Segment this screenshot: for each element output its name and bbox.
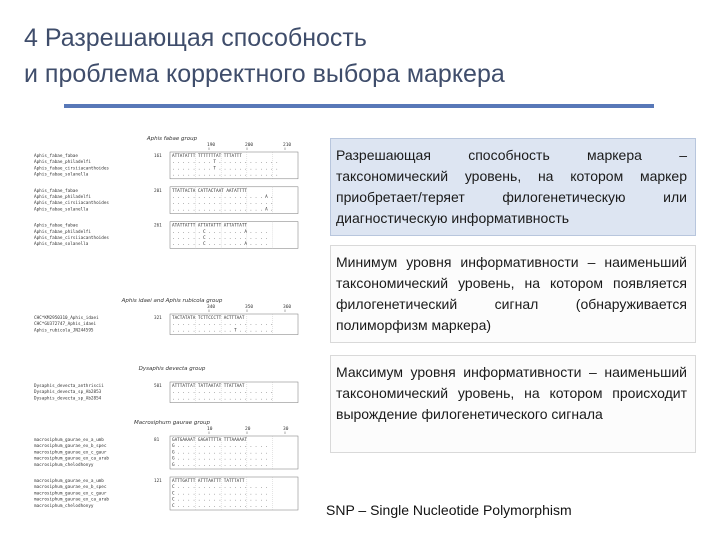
sequence-row: . . . . . . . . . . . . . . . . . . A . — [172, 207, 273, 213]
position-number: 501 — [154, 384, 162, 389]
sequence-row: . . . . . . . . . . . . . . . . . . . . — [172, 390, 273, 396]
group-caption: Aphis idaei and Aphis rubicola group — [121, 298, 223, 304]
tick-label: 200 — [245, 143, 254, 148]
sequence-row: . . . . . . . . . . . . . . . . . . . . . — [172, 172, 279, 178]
sequence-row: C . . . . . . . . . . . . . . . . . . — [172, 491, 268, 497]
taxon-label: Aphis_fabae_cirsiiacanthoides — [34, 166, 110, 172]
taxon-label: macrosiphum_chelodhonyy — [34, 503, 94, 509]
definition-maximum-text: Максимум уровня информативности – наименьший таксономический уровень, на котором происходит вырождение филогенетического сигнала — [336, 364, 687, 422]
sequence-row: . . . . . . . . T . . . . . . . . . . . . — [172, 166, 279, 172]
taxon-label: macrosiphum_gaurae_ex_a_umb — [34, 479, 104, 484]
taxon-label: Aphis_fabae_cirsiiacanthoides — [34, 201, 110, 207]
taxon-label: macrosiphum_gaurae_ex_ca_arab — [34, 497, 110, 503]
sequence-row: ATATTATTT ATTATATTT ATTATTATT — [172, 223, 248, 229]
tick-label: 190 — [207, 143, 216, 148]
taxon-label: CHC*KM2950310_Aphis_idaei — [34, 316, 99, 321]
sequence-row: . . . . . . C . . . . . . . A . . . . — [172, 242, 268, 248]
sequence-row: . . . . . . . . . . . . . . . . . . A . — [172, 195, 273, 200]
sequence-row: ATTTATTAT TATTAATAT TTATTAAT — [172, 384, 245, 389]
taxon-label: macrosiphum_gaurae_ex_b_spec — [34, 485, 107, 491]
sequence-row: . . . . . . . . . . . . . . . . . . . . — [172, 322, 273, 328]
tick-label: 340 — [207, 305, 216, 310]
taxon-label: macrosiphum_gaurae_ex_c_gaur — [34, 450, 107, 456]
definition-maximum — [330, 355, 696, 453]
sequence-row: . . . . . . . . T . . . . . . . . . . . . — [172, 160, 279, 166]
alignment-svg — [32, 130, 312, 525]
taxon-label: Aphis_rubicola_JN244595 — [34, 328, 94, 334]
taxon-label: Dysaphis_devecta_sp_Ab2854 — [34, 396, 102, 402]
group-caption: Aphis fabae group — [146, 136, 198, 142]
definition-minimum-text: Минимум уровня информативности – наименьший таксономический уровень, на котором появляется филогенетический сигнал (обнаруживается полиморфизм маркера) — [336, 254, 687, 333]
position-number: 81 — [154, 438, 160, 443]
sequence-row: G . . . . . . . . . . . . . . . . . . — [172, 444, 268, 450]
taxon-label: macrosiphum_gaurae_ex_ca_arab — [34, 456, 110, 462]
taxon-label: Aphis_fabae_philadelfi — [34, 229, 91, 235]
taxon-label: Aphis_fabae_solanella — [34, 242, 89, 248]
taxon-label: Dysaphis_devecta_sp_Ab2853 — [34, 390, 102, 396]
sequence-row: . . . . . . . . . . . . . . . . . . . . — [172, 396, 273, 402]
alignment-figure — [32, 130, 312, 525]
position-number: 321 — [154, 316, 162, 321]
sequence-row: G . . . . . . . . . . . . . . . . . . — [172, 456, 268, 462]
sequence-row: . . . . . . . . . . . . . . . . . . . . — [172, 201, 273, 207]
taxon-label: Dysaphis_devecta_anthriscii — [34, 384, 104, 389]
definition-resolution — [330, 138, 696, 236]
taxon-label: macrosiphum_gaurae_ex_c_gaur — [34, 491, 107, 497]
sequence-row: . . . . . . C . . . . . . . A . . . . — [172, 229, 268, 235]
sequence-row: C . . . . . . . . . . . . . . . . . . — [172, 503, 268, 509]
taxon-label: macrosiphum_chelodhonyy — [34, 462, 94, 468]
taxon-label: Aphis_fabae_fabae — [34, 188, 78, 194]
group-caption: Dysaphis devecta group — [138, 366, 206, 372]
taxon-label: Aphis_fabae_philadelfi — [34, 160, 91, 166]
snp-footnote: SNP – Single Nucleotide Polymorphism — [326, 502, 572, 518]
slide-title-line-2: и проблема корректного выбора маркера — [24, 60, 505, 88]
position-number: 161 — [154, 154, 162, 159]
sequence-row: ATTATATTT TTTTTTTAT TTTATTT — [172, 154, 242, 159]
sequence-row: TTATTACTA CATTACTAAT AATATTTT — [172, 188, 248, 194]
title-underline — [64, 104, 654, 108]
sequence-row: C . . . . . . . . . . . . . . . . . . — [172, 485, 268, 491]
taxon-label: Aphis_fabae_philadelfi — [34, 195, 91, 200]
slide-title — [24, 20, 684, 92]
taxon-label: Aphis_fabae_cirsiiacanthoides — [34, 236, 110, 241]
tick-label: 30 — [283, 427, 289, 432]
sequence-row: G . . . . . . . . . . . . . . . . . . — [172, 462, 268, 468]
position-number: 261 — [154, 223, 162, 229]
tick-label: 360 — [283, 305, 292, 310]
taxon-label: Aphis_fabae_solanella — [34, 207, 89, 213]
tick-label: 210 — [283, 143, 292, 148]
slide-title-line-1: 4 Разрешающая способность — [24, 24, 367, 52]
sequence-row: C . . . . . . . . . . . . . . . . . . — [172, 497, 268, 503]
sequence-row: . . . . . . . . . . . . T . . . . . . . — [172, 328, 273, 334]
position-number: 121 — [154, 479, 162, 484]
definition-minimum — [330, 245, 696, 343]
taxon-label: Aphis_fabae_fabae — [34, 154, 78, 159]
group-caption: Macrosiphum gaurae group — [134, 420, 210, 426]
tick-label: 350 — [245, 305, 254, 310]
taxon-label: macrosiphum_gaurae_ex_a_umb — [34, 438, 104, 443]
definition-resolution-text: Разрешающая способность маркера – таксономический уровень, на котором маркер приобретает/теряет филогенетическую или диагностическую информативность — [336, 147, 687, 226]
taxon-label: macrosiphum_gaurae_ex_b_spec — [34, 444, 107, 450]
taxon-label: Aphis_fabae_fabae — [34, 223, 78, 229]
sequence-row: G . . . . . . . . . . . . . . . . . . — [172, 450, 268, 456]
tick-label: 20 — [245, 427, 251, 432]
position-number: 201 — [154, 188, 162, 194]
sequence-row: . . . . . . C . . . . . . . . . . . . — [172, 236, 268, 241]
sequence-row: ATTTGATTT ATTTAATTT TATTTATT — [172, 479, 245, 484]
taxon-label: CHC*GU372747_Aphis_idaei — [34, 322, 97, 328]
sequence-row: TACTATATA TCTTCCCTT ACTTTAAT — [172, 316, 245, 321]
taxon-label: Aphis_fabae_solanella — [34, 172, 89, 178]
sequence-row: GATGAAAAT GAGATTTTA TTTAAAAAT — [172, 438, 248, 443]
tick-label: 10 — [207, 427, 213, 432]
